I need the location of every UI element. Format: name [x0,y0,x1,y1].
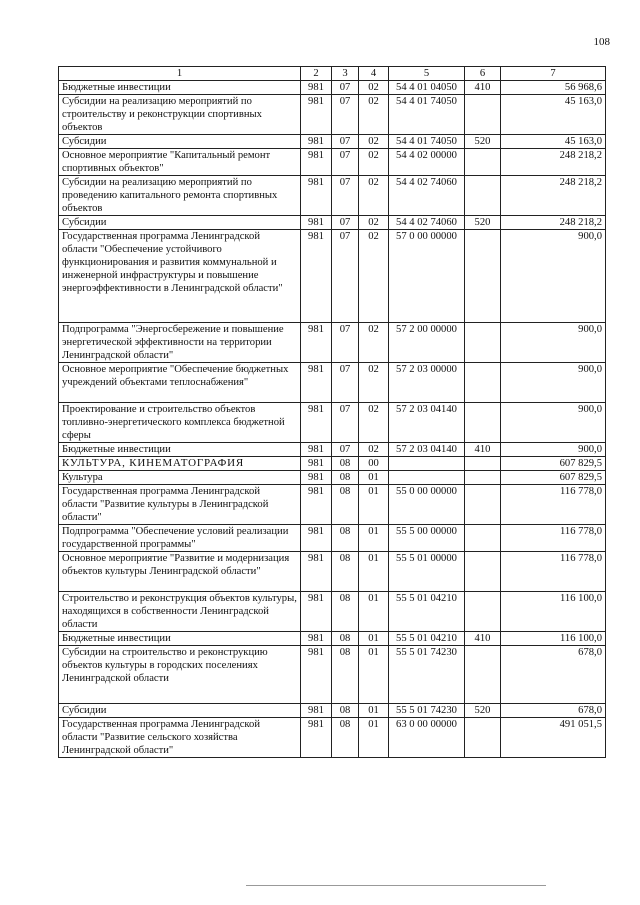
row-amount-cell: 607 829,5 [501,457,606,471]
row-subsection-cell: 02 [359,176,389,216]
row-amount-cell: 900,0 [501,443,606,457]
row-subsection-cell: 02 [359,403,389,443]
row-expense-type-cell: 410 [465,81,501,95]
row-grbs-cell: 981 [301,552,332,592]
table-row [59,485,606,525]
row-amount-cell: 56 968,6 [501,81,606,95]
row-amount-cell: 116 778,0 [501,485,606,525]
header-cell-section: 3 [332,67,359,81]
row-name-cell: Основное мероприятие "Капитальный ремонт спортивных объектов" [59,149,301,176]
row-expense-type-cell [465,323,501,363]
row-target-article-cell: 55 5 01 04210 [389,592,465,632]
row-subsection-cell: 02 [359,216,389,230]
row-grbs-cell: 981 [301,525,332,552]
header-cell-subsection: 4 [359,67,389,81]
row-grbs-cell: 981 [301,718,332,758]
row-grbs-cell: 981 [301,230,332,323]
row-expense-type-cell: 410 [465,632,501,646]
row-section-cell: 07 [332,149,359,176]
header-cell-name: 1 [59,67,301,81]
row-subsection-cell: 02 [359,443,389,457]
row-name-cell: Субсидии [59,216,301,230]
row-target-article-cell: 55 5 01 00000 [389,552,465,592]
table-row [59,81,606,95]
row-section-cell: 08 [332,592,359,632]
row-section-cell: 07 [332,176,359,216]
row-amount-cell: 248 218,2 [501,149,606,176]
row-subsection-cell: 01 [359,632,389,646]
row-section-cell: 08 [332,471,359,485]
row-subsection-cell: 00 [359,457,389,471]
row-subsection-cell: 01 [359,718,389,758]
row-expense-type-cell [465,718,501,758]
row-name-cell: Бюджетные инвестиции [59,81,301,95]
row-expense-type-cell [465,403,501,443]
row-subsection-cell: 02 [359,323,389,363]
row-expense-type-cell [465,471,501,485]
row-subsection-cell: 01 [359,485,389,525]
row-grbs-cell: 981 [301,457,332,471]
row-amount-cell: 607 829,5 [501,471,606,485]
row-expense-type-cell [465,552,501,592]
table-row [59,457,606,471]
row-name-cell: Государственная программа Ленинградской области "Обеспечение устойчивого функционирования и развития коммунальной и инженерной инфраструктуры и повышение энергоэффективности в Ленинградской области" [59,230,301,323]
row-section-cell: 08 [332,632,359,646]
table-row [59,552,606,592]
row-target-article-cell [389,457,465,471]
table-row [59,525,606,552]
row-section-cell: 07 [332,95,359,135]
row-name-cell: Государственная программа Ленинградской области "Развитие культуры в Ленинградской области" [59,485,301,525]
row-subsection-cell: 01 [359,525,389,552]
row-expense-type-cell [465,457,501,471]
row-subsection-cell: 01 [359,646,389,704]
row-section-cell: 07 [332,216,359,230]
row-section-cell: 08 [332,485,359,525]
row-amount-cell: 116 100,0 [501,632,606,646]
row-grbs-cell: 981 [301,704,332,718]
table-header-row [59,67,606,81]
row-grbs-cell: 981 [301,95,332,135]
row-grbs-cell: 981 [301,443,332,457]
row-section-cell: 07 [332,230,359,323]
row-name-cell: Основное мероприятие "Развитие и модернизация объектов культуры Ленинградской области" [59,552,301,592]
row-expense-type-cell [465,646,501,704]
row-grbs-cell: 981 [301,363,332,403]
table-row [59,95,606,135]
row-amount-cell: 248 218,2 [501,176,606,216]
row-section-cell: 07 [332,443,359,457]
row-amount-cell: 678,0 [501,704,606,718]
row-expense-type-cell [465,95,501,135]
row-section-cell: 07 [332,135,359,149]
row-amount-cell: 678,0 [501,646,606,704]
budget-table [58,66,606,758]
row-section-cell: 07 [332,403,359,443]
row-target-article-cell: 57 2 03 04140 [389,443,465,457]
row-section-cell: 08 [332,704,359,718]
row-expense-type-cell: 520 [465,704,501,718]
row-expense-type-cell [465,485,501,525]
row-grbs-cell: 981 [301,149,332,176]
table-row [59,443,606,457]
row-amount-cell: 491 051,5 [501,718,606,758]
row-grbs-cell: 981 [301,471,332,485]
row-name-cell: Субсидии [59,704,301,718]
row-target-article-cell: 54 4 02 00000 [389,149,465,176]
row-grbs-cell: 981 [301,403,332,443]
header-cell-expense-type: 6 [465,67,501,81]
row-target-article-cell: 55 5 01 04210 [389,632,465,646]
row-subsection-cell: 01 [359,704,389,718]
table-row [59,176,606,216]
row-subsection-cell: 02 [359,149,389,176]
table-row [59,216,606,230]
row-name-cell: Субсидии на строительство и реконструкцию объектов культуры в городских поселениях Ленинградской области [59,646,301,704]
row-grbs-cell: 981 [301,81,332,95]
row-grbs-cell: 981 [301,135,332,149]
row-section-cell: 07 [332,363,359,403]
row-subsection-cell: 01 [359,471,389,485]
row-target-article-cell: 57 2 00 00000 [389,323,465,363]
row-grbs-cell: 981 [301,176,332,216]
row-subsection-cell: 01 [359,592,389,632]
row-subsection-cell: 02 [359,135,389,149]
row-target-article-cell: 54 4 02 74060 [389,216,465,230]
row-grbs-cell: 981 [301,632,332,646]
row-name-cell: Бюджетные инвестиции [59,443,301,457]
row-expense-type-cell [465,592,501,632]
row-expense-type-cell [465,176,501,216]
row-target-article-cell: 57 2 03 00000 [389,363,465,403]
row-name-cell: Строительство и реконструкция объектов культуры, находящихся в собственности Ленинградской области [59,592,301,632]
row-amount-cell: 45 163,0 [501,135,606,149]
row-target-article-cell: 55 5 00 00000 [389,525,465,552]
row-name-cell: Основное мероприятие "Обеспечение бюджетных учреждений объектами теплоснабжения" [59,363,301,403]
row-subsection-cell: 02 [359,230,389,323]
row-expense-type-cell [465,363,501,403]
row-subsection-cell: 02 [359,81,389,95]
row-grbs-cell: 981 [301,592,332,632]
row-expense-type-cell: 520 [465,216,501,230]
row-expense-type-cell: 520 [465,135,501,149]
row-grbs-cell: 981 [301,646,332,704]
row-subsection-cell: 01 [359,552,389,592]
table-row [59,471,606,485]
table-row [59,135,606,149]
header-cell-grbs: 2 [301,67,332,81]
row-expense-type-cell [465,525,501,552]
row-grbs-cell: 981 [301,216,332,230]
row-section-cell: 08 [332,457,359,471]
row-section-cell: 08 [332,646,359,704]
page-bottom-rule [246,885,546,886]
row-target-article-cell: 54 4 01 74050 [389,135,465,149]
row-section-cell: 07 [332,81,359,95]
row-target-article-cell: 55 5 01 74230 [389,704,465,718]
page-number: 108 [593,36,610,48]
row-name-cell: КУЛЬТУРА, КИНЕМАТОГРАФИЯ [59,457,301,471]
row-target-article-cell: 55 5 01 74230 [389,646,465,704]
row-name-cell: Государственная программа Ленинградской области "Развитие сельского хозяйства Ленинградской области" [59,718,301,758]
row-amount-cell: 248 218,2 [501,216,606,230]
row-target-article-cell: 55 0 00 00000 [389,485,465,525]
row-target-article-cell: 54 4 01 04050 [389,81,465,95]
row-amount-cell: 900,0 [501,403,606,443]
row-name-cell: Подпрограмма "Обеспечение условий реализации государственной программы" [59,525,301,552]
table-row [59,632,606,646]
row-name-cell: Субсидии [59,135,301,149]
row-amount-cell: 116 100,0 [501,592,606,632]
row-target-article-cell: 57 2 03 04140 [389,403,465,443]
table-row [59,323,606,363]
row-subsection-cell: 02 [359,363,389,403]
table-row [59,704,606,718]
row-expense-type-cell [465,149,501,176]
row-section-cell: 08 [332,525,359,552]
table-row [59,718,606,758]
row-grbs-cell: 981 [301,323,332,363]
row-target-article-cell [389,471,465,485]
row-expense-type-cell: 410 [465,443,501,457]
row-section-cell: 08 [332,552,359,592]
row-target-article-cell: 57 0 00 00000 [389,230,465,323]
row-name-cell: Проектирование и строительство объектов топливно-энергетического комплекса бюджетной сферы [59,403,301,443]
row-target-article-cell: 54 4 01 74050 [389,95,465,135]
row-name-cell: Субсидии на реализацию мероприятий по проведению капитального ремонта спортивных объектов [59,176,301,216]
table-row [59,592,606,632]
row-amount-cell: 45 163,0 [501,95,606,135]
row-amount-cell: 900,0 [501,323,606,363]
row-section-cell: 07 [332,323,359,363]
row-subsection-cell: 02 [359,95,389,135]
row-expense-type-cell [465,230,501,323]
row-amount-cell: 900,0 [501,363,606,403]
row-target-article-cell: 63 0 00 00000 [389,718,465,758]
header-cell-amount: 7 [501,67,606,81]
row-amount-cell: 116 778,0 [501,552,606,592]
row-grbs-cell: 981 [301,485,332,525]
row-name-cell: Культура [59,471,301,485]
table-row [59,149,606,176]
table-row [59,230,606,323]
row-name-cell: Субсидии на реализацию мероприятий по строительству и реконструкции спортивных объектов [59,95,301,135]
row-amount-cell: 900,0 [501,230,606,323]
table-row [59,363,606,403]
row-name-cell: Подпрограмма "Энергосбережение и повышение энергетической эффективности на территории Ленинградской области" [59,323,301,363]
row-section-cell: 08 [332,718,359,758]
row-target-article-cell: 54 4 02 74060 [389,176,465,216]
row-name-cell: Бюджетные инвестиции [59,632,301,646]
header-cell-target-article: 5 [389,67,465,81]
row-amount-cell: 116 778,0 [501,525,606,552]
table-row [59,646,606,704]
table-row [59,403,606,443]
